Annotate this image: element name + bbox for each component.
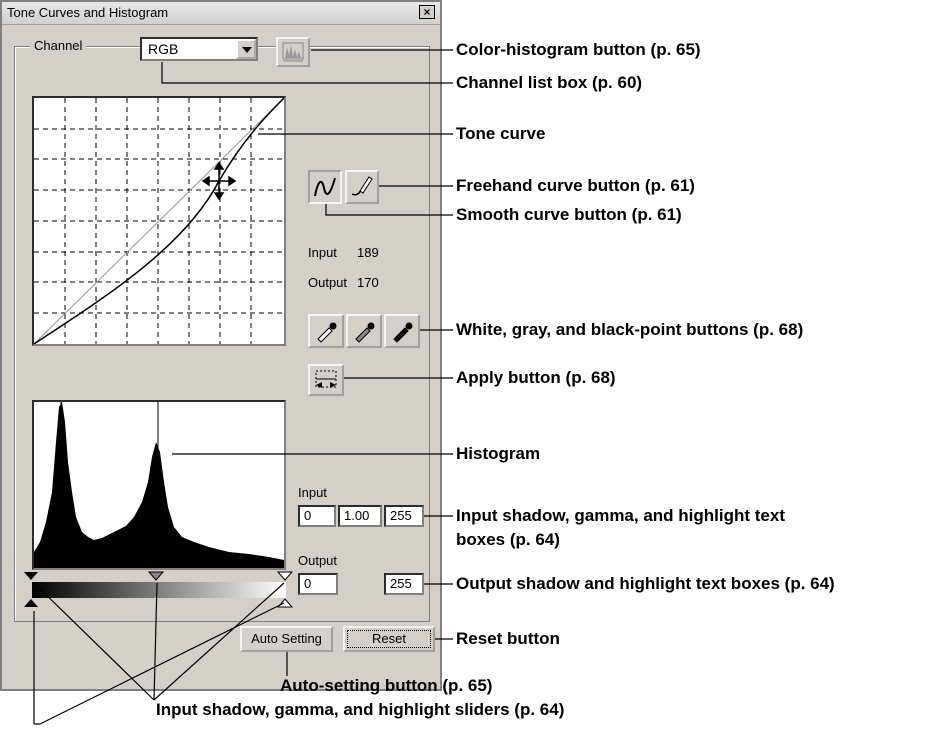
window-title: Tone Curves and Histogram — [7, 5, 169, 20]
output-highlight-field[interactable]: 255 — [384, 573, 424, 595]
annotation-points: White, gray, and black-point buttons (p. 68) — [456, 320, 804, 339]
auto-setting-button[interactable]: Auto Setting — [240, 626, 333, 652]
annotation-channel-list: Channel list box (p. 60) — [456, 73, 643, 92]
annotation-output-boxes: Output shadow and highlight text boxes (p. 64) — [456, 574, 835, 593]
input-readout-value: 189 — [357, 245, 379, 260]
input-readout-label: Input — [308, 245, 337, 260]
output-readout-value: 170 — [357, 275, 379, 290]
annotation-histogram: Histogram — [456, 444, 541, 463]
annotation-reset: Reset button — [456, 629, 560, 648]
output-readout-label: Output — [308, 275, 348, 290]
annotation-color-histogram: Color-histogram button (p. 65) — [456, 40, 701, 59]
annotation-freehand: Freehand curve button (p. 61) — [456, 176, 695, 195]
annotation-input-boxes-1: Input shadow, gamma, and highlight text — [456, 506, 785, 525]
input-shadow-field[interactable]: 0 — [298, 505, 336, 527]
annotation-apply: Apply button (p. 68) — [456, 368, 616, 387]
annotation-smooth: Smooth curve button (p. 61) — [456, 205, 682, 224]
input-fields-label: Input — [298, 485, 327, 500]
annotation-auto: Auto-setting button (p. 65) — [280, 676, 493, 695]
reset-button[interactable]: Reset — [343, 626, 435, 652]
input-highlight-field[interactable]: 255 — [384, 505, 424, 527]
input-gamma-field[interactable]: 1.00 — [338, 505, 382, 527]
output-shadow-field[interactable]: 0 — [298, 573, 338, 595]
channel-value: RGB — [148, 41, 179, 57]
annotation-tone-curve: Tone curve — [456, 124, 546, 143]
channel-label: Channel — [30, 38, 86, 53]
output-fields-label: Output — [298, 553, 338, 568]
close-button[interactable]: × — [419, 5, 435, 19]
annotation-input-boxes-2: boxes (p. 64) — [456, 530, 560, 549]
annotation-sliders: Input shadow, gamma, and highlight sliders (p. 64) — [156, 700, 565, 719]
